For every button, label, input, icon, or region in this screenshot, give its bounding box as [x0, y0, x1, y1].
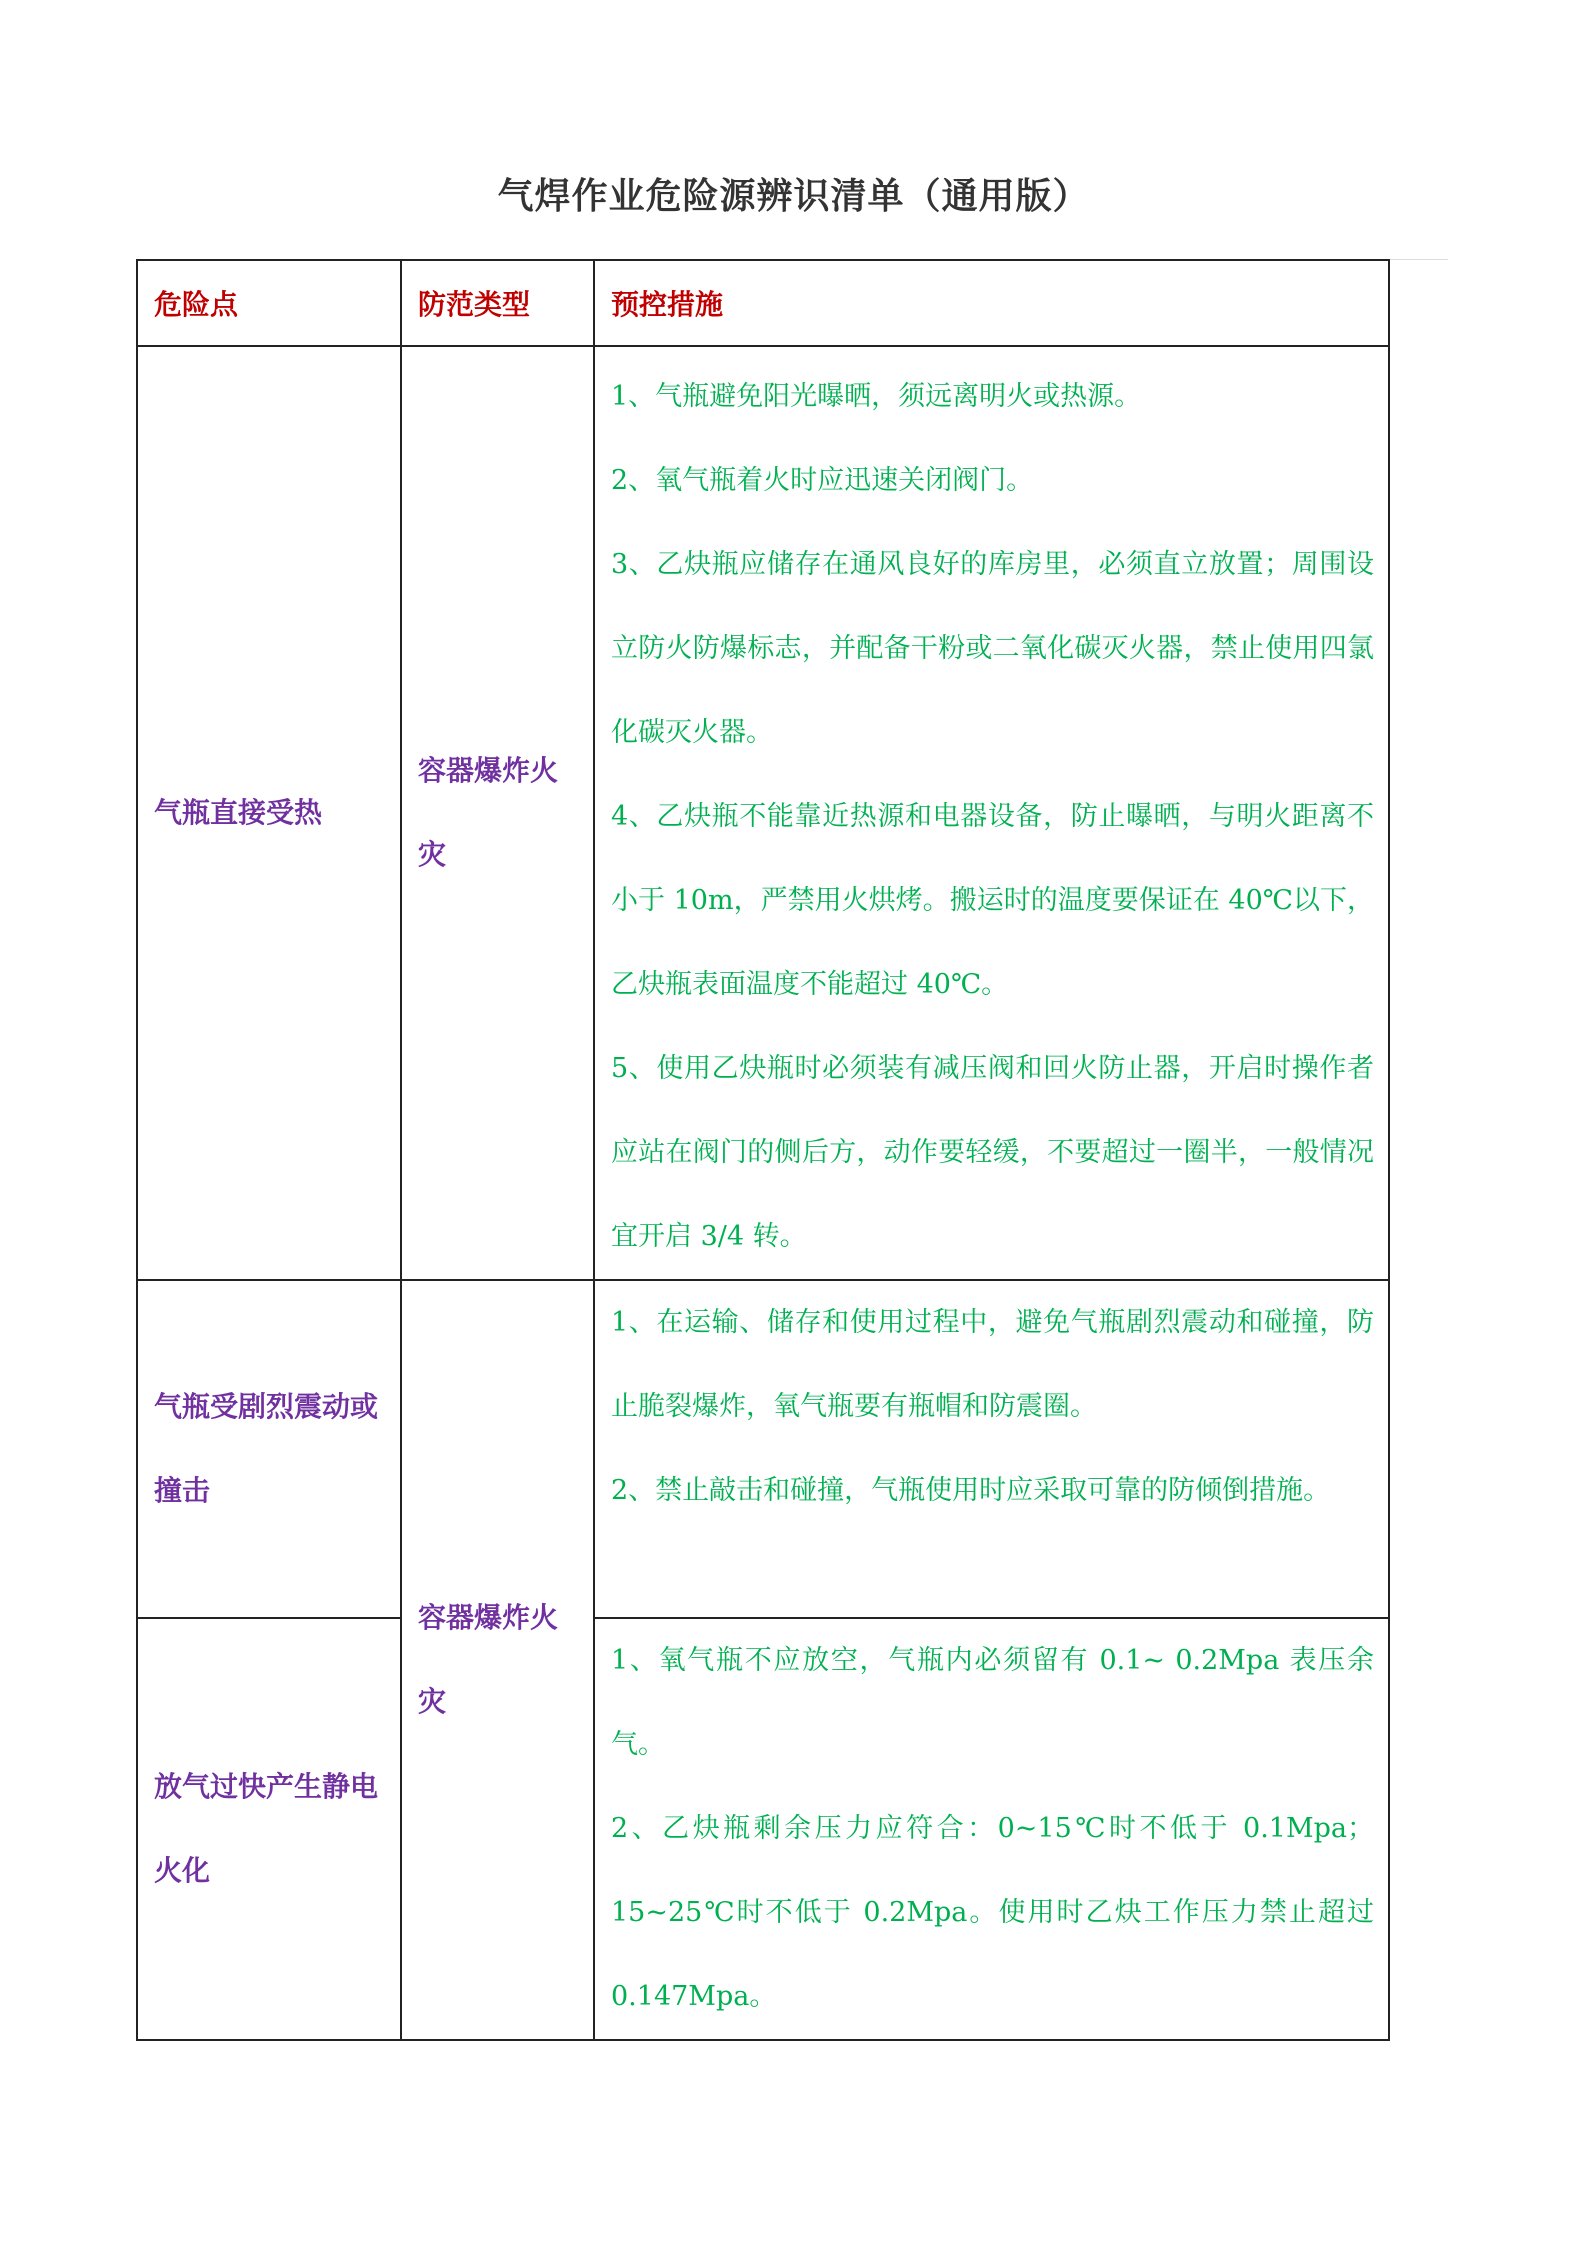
- table-row: [137, 1618, 1389, 2040]
- hazard-cell: 气瓶直接受热: [137, 346, 401, 1280]
- measures-cell: [594, 1618, 1389, 2040]
- table-row: [137, 346, 1389, 1280]
- measure-item: 5、使用乙炔瓶时必须装有减压阀和回火防止器，开启时操作者应站在阀门的侧后方，动作要轻缓，不要超过一圈半，一般情况宜开启 3/4 转。: [611, 1053, 1374, 1252]
- measure-item: 3、乙炔瓶应储存在通风良好的库房里，必须直立放置；周围设立防火防爆标志，并配备干粉或二氧化碳灭火器，禁止使用四氯化碳灭火器。: [611, 549, 1374, 748]
- table-row: [137, 1280, 1389, 1618]
- measure-item: 2、禁止敲击和碰撞，气瓶使用时应采取可靠的防倾倒措施。: [611, 1475, 1331, 1506]
- hazard-cell: 放气过快产生静电火化: [137, 1618, 401, 2040]
- measure-item: 4、乙炔瓶不能靠近热源和电器设备，防止曝晒，与明火距离不小于 10m，严禁用火烘烤。搬运时的温度要保证在 40℃以下，乙炔瓶表面温度不能超过 40℃。: [611, 801, 1374, 1000]
- header-type: 防范类型: [401, 260, 594, 346]
- hazard-table: [136, 259, 1390, 2041]
- header-measures: 预控措施: [594, 260, 1389, 346]
- type-cell: 容器爆炸火灾: [401, 1280, 594, 2040]
- measure-item: 2、氧气瓶着火时应迅速关闭阀门。: [611, 465, 1034, 496]
- measure-item: 1、气瓶避免阳光曝晒，须远离明火或热源。: [611, 381, 1142, 412]
- measure-item: 2、乙炔瓶剩余压力应符合：0~15℃时不低于 0.1Mpa；15~25℃时不低于 0.2Mpa。使用时乙炔工作压力禁止超过 0.147Mpa。: [611, 1813, 1374, 2012]
- table-header-row: [137, 260, 1389, 346]
- measure-item: 1、氧气瓶不应放空，气瓶内必须留有 0.1~ 0.2Mpa 表压余气。: [611, 1645, 1374, 1760]
- document-title: 气焊作业危险源辨识清单（通用版）: [497, 176, 1090, 217]
- header-hazard: 危险点: [137, 260, 401, 346]
- measures-cell: [594, 1280, 1389, 1618]
- type-cell: 容器爆炸火灾: [401, 346, 594, 1280]
- measures-cell: [594, 346, 1389, 1280]
- hazard-cell: 气瓶受剧烈震动或撞击: [137, 1280, 401, 1618]
- header-rule: [1388, 259, 1448, 260]
- measure-item: 1、在运输、储存和使用过程中，避免气瓶剧烈震动和碰撞，防止脆裂爆炸，氧气瓶要有瓶帽和防震圈。: [611, 1307, 1374, 1422]
